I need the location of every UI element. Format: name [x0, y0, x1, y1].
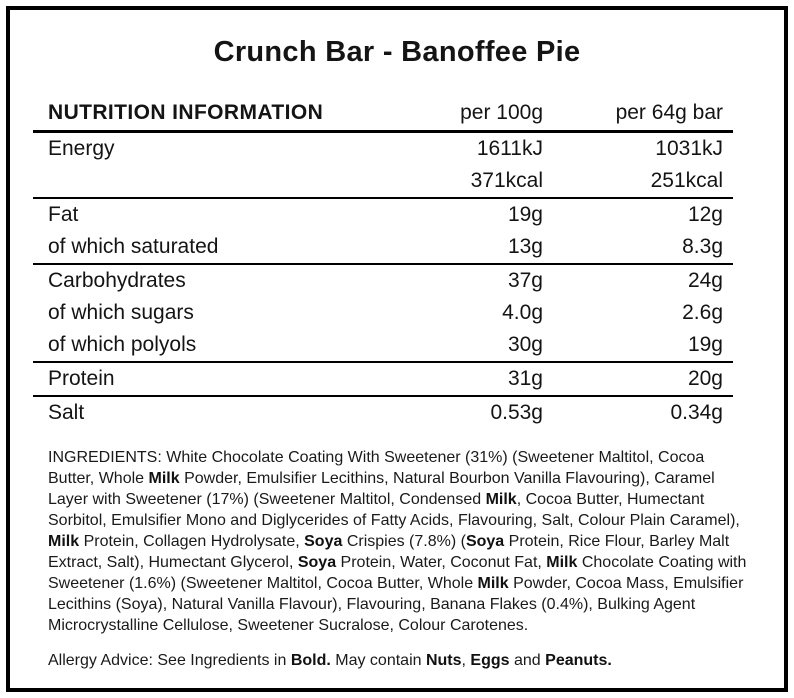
- value-per-64g-bar: 2.6g: [682, 301, 723, 324]
- nutrient-label: Energy: [48, 137, 115, 160]
- nutrient-label: Fat: [48, 203, 79, 226]
- value-per-100g: 4.0g: [502, 301, 543, 324]
- label-frame: [6, 6, 788, 692]
- nutrient-label: Carbohydrates: [48, 269, 186, 292]
- table-header-title: NUTRITION INFORMATION: [48, 101, 324, 124]
- nutrient-label: Protein: [48, 367, 115, 390]
- product-title: Crunch Bar - Banoffee Pie: [213, 36, 581, 68]
- nutrient-label: Salt: [48, 401, 85, 424]
- ingredients-text: INGREDIENTS: White Chocolate Coating With Sweetener (31%) (Sweetener Maltitol, Cocoa Butter, Whole Milk Powder, Emulsifier Lecithins, Natural Bourbon Vanilla Flavouring), Caramel Layer with Sweetener (17%) (Sweetener Maltitol, Condensed Milk, Cocoa Butter, Humectant Sorbitol, Emulsifier Mono and Diglycerides of Fatty Acids, Flavouring, Salt, Colour Plain Caramel), Milk Protein, Collagen Hydrolysate, Soya Crispies (7.8%) (Soya Protein, Rice Flour, Barley Malt Extract, Salt), Humectant Glycerol, Soya Protein, Water, Coconut Fat, Milk Chocolate Coating with Sweetener (1.6%) (Sweetener Maltitol, Cocoa Butter, Whole Milk Powder, Cocoa Mass, Emulsifier Lecithins (Soya), Natural Vanilla Flavour), Flavouring, Banana Flakes (0.4%), Bulking Agent Microcrystalline Cellulose, Sweetener Sucralose, Colour Carotenes.: [48, 449, 747, 634]
- value-per-100g: 1611kJ: [476, 137, 543, 160]
- nutrient-row: [33, 329, 733, 361]
- value-per-64g-bar: 12g: [687, 203, 723, 226]
- value-per-64g-bar: 20g: [687, 367, 723, 390]
- nutrient-row: [33, 265, 733, 297]
- value-per-64g-bar: 251kcal: [650, 169, 723, 192]
- value-per-100g: 371kcal: [470, 169, 543, 192]
- value-per-100g: 30g: [507, 333, 543, 356]
- value-per-100g: 31g: [507, 367, 543, 390]
- nutrient-row: [33, 199, 733, 231]
- value-per-64g-bar: 19g: [687, 333, 723, 356]
- nutrient-row: [33, 297, 733, 329]
- nutrient-label: of which saturated: [48, 235, 219, 258]
- nutrient-row: [33, 133, 733, 165]
- value-per-100g: 13g: [507, 235, 543, 258]
- nutrient-row: [33, 165, 733, 197]
- allergy-advice-text: Allergy Advice: See Ingredients in Bold. May contain Nuts, Eggs and Peanuts.: [48, 652, 612, 669]
- nutrient-group: [33, 363, 733, 397]
- value-per-64g-bar: 1031kJ: [655, 137, 723, 160]
- column-header-per-64g-bar: per 64g bar: [615, 101, 723, 124]
- nutrient-row: [33, 363, 733, 395]
- table-body: [33, 133, 733, 429]
- value-per-100g: 37g: [507, 269, 543, 292]
- value-per-64g-bar: 24g: [687, 269, 723, 292]
- value-per-100g: 0.53g: [490, 401, 543, 424]
- value-per-64g-bar: 8.3g: [682, 235, 723, 258]
- table-header-row: [33, 96, 733, 133]
- value-per-100g: 19g: [507, 203, 543, 226]
- nutrient-label: of which polyols: [48, 333, 197, 356]
- nutrient-group: [33, 199, 733, 265]
- nutrient-group: [33, 265, 733, 363]
- value-per-64g-bar: 0.34g: [670, 401, 723, 424]
- nutrition-table: [33, 96, 733, 429]
- nutrient-row: [33, 231, 733, 263]
- nutrient-group: [33, 397, 733, 429]
- nutrient-label: of which sugars: [48, 301, 194, 324]
- column-header-per-100g: per 100g: [460, 101, 543, 124]
- nutrient-group: [33, 133, 733, 199]
- nutrient-row: [33, 397, 733, 429]
